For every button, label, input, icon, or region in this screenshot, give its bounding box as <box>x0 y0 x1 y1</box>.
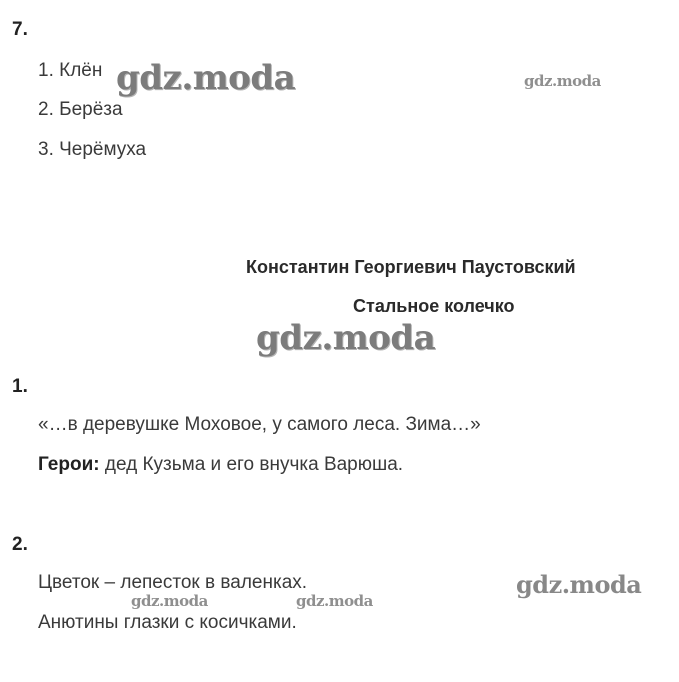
heroes-label: Герои: <box>38 454 100 475</box>
heroes-text: дед Кузьма и его внучка Варюша. <box>99 454 404 475</box>
quote-text: «…в деревушке Моховое, у самого леса. Зима…» <box>38 414 481 435</box>
watermark-logo: gdz.moda <box>131 592 208 610</box>
watermark-logo: gdz.moda <box>256 318 436 358</box>
section-7-number: 7. <box>12 19 28 40</box>
author-name: Константин Георгиевич Паустовский <box>246 257 576 277</box>
watermark-logo: gdz.moda <box>524 72 601 90</box>
list-item: 1. Клён <box>38 60 103 81</box>
watermark-logo: gdz.moda <box>116 58 296 98</box>
heroes-line <box>38 454 403 476</box>
answer-line: Цветок – лепесток в валенках. <box>38 572 308 593</box>
answer-line: Анютины глазки с косичками. <box>38 612 297 633</box>
list-item: 3. Черёмуха <box>38 139 147 160</box>
section-1-number: 1. <box>12 376 28 397</box>
watermark-logo: gdz.moda <box>296 592 373 610</box>
watermark-logo: gdz.moda <box>516 570 642 599</box>
list-item: 2. Берёза <box>38 99 123 120</box>
story-title: Стальное колечко <box>353 296 515 316</box>
section-2-number: 2. <box>12 534 28 555</box>
